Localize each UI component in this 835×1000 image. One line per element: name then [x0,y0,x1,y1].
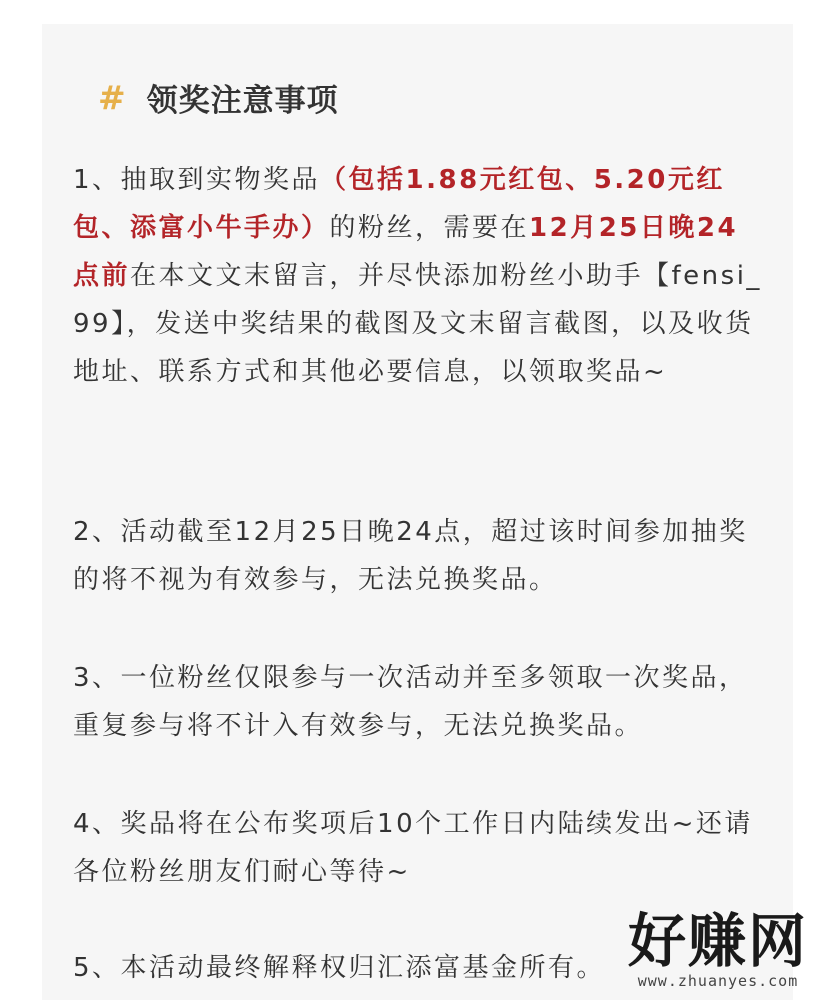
notice-card [42,24,793,1000]
rule-1-instructions: 在本文文末留言，并尽快添加粉丝小助手【fensi_99】，发送中奖结果的截图及文末留言截图，以及收货地址、联系方式和其他必要信息，以领取奖品~ [73,261,762,387]
rule-1-prize-list: （包括1.88元红包、5.20元红包、添富小牛手办） [73,165,725,243]
notice-title: 领奖注意事项 [146,82,339,119]
watermark-logo-text: 好赚网 [627,907,808,975]
rule-1-intro: 1、抽取到实物奖品 [73,165,321,195]
rule-1 [73,156,763,396]
notice-heading [98,72,339,122]
site-watermark [623,907,813,990]
hash-icon: # [98,77,127,117]
rule-1-middle: 的粉丝，需要在 [329,213,530,243]
rule-3: 3、一位粉丝仅限参与一次活动并至多领取一次奖品， 重复参与将不计入有效参与，无法兑换奖品。 [73,663,748,741]
rule-5: 5、本活动最终解释权归汇添富基金所有。 [73,953,606,983]
watermark-url: www.zhuanyes.com [637,972,799,990]
rule-2: 2、活动截至12月25日晚24点，超过该时间参加抽奖的将不视为有效参与，无法兑换奖品。 [73,517,748,595]
rule-1-deadline: 12月25日晚24点前 [73,213,739,291]
rule-4: 4、奖品将在公布奖项后10个工作日内陆续发出~还请各位粉丝朋友们耐心等待~ [73,809,753,887]
